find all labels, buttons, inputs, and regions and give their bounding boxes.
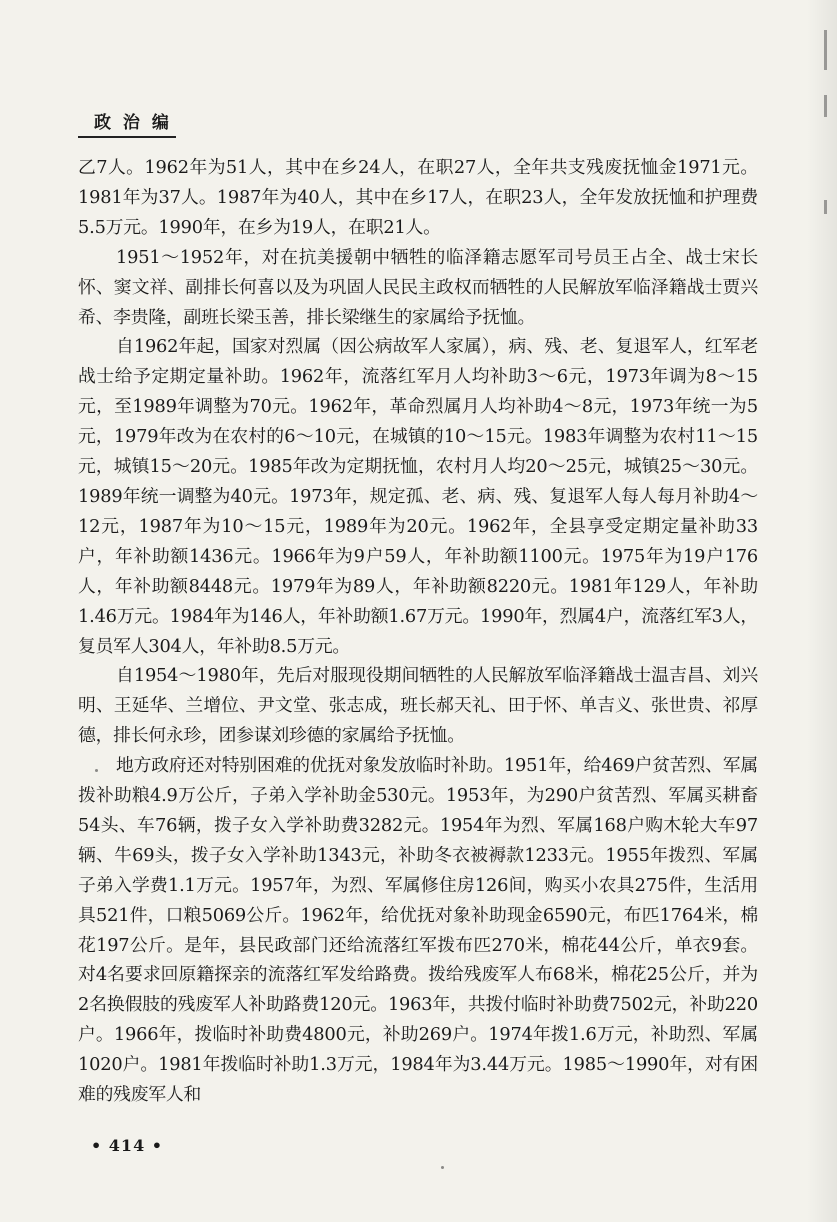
- edge-scan-mark: [824, 95, 827, 117]
- page-edge-shadow: [807, 0, 837, 1222]
- paragraph-4: 自1954～1980年，先后对服现役期间牺牲的人民解放军临泽籍战士温吉昌、刘兴明、王延华、兰增位、尹文堂、张志成，班长郝天礼、田于怀、单吉义、张世贵、祁厚德，排长何永珍，团参谋刘珍德的家属给予抚恤。: [78, 665, 758, 747]
- edge-scan-mark: [824, 200, 827, 214]
- paragraph-1: 乙7人。1962年为51人，其中在乡24人，在职27人，全年共支残废抚恤金1971元。1981年为37人。1987年为40人，其中在乡17人，在职23人，全年发放抚恤和护理费5.5万元。1990年，在乡为19人，在职21人。: [78, 157, 758, 238]
- page-number: • 414 •: [91, 1136, 163, 1155]
- scan-speck: [441, 1166, 444, 1169]
- scan-speck: [95, 769, 98, 772]
- page-body: [78, 153, 758, 1110]
- paragraph-5: 地方政府还对特别困难的优抚对象发放临时补助。1951年，给469户贫苦烈、军属拨补助粮4.9万公斤，子弟入学补助金530元。1953年，为290户贫苦烈、军属买耕畜54头、车76辆，拨子女入学补助费3282元。1954年为烈、军属168户购木轮大车97辆、牛69头，拨子女入学补助1343元，补助冬衣被褥款1233元。1955年拨烈、军属子弟入学费1.1万元。1957年，为烈、军属修住房126间，购买小农具275件，生活用具521件，口粮5069公斤。1962年，给优抚对象补助现金6590元，布匹1764米，棉花197公斤。是年，县民政部门还给流落红军拨布匹270米，棉花44公斤，单衣9套。对4名要求回原籍探亲的流落红军发给路费。拨给残废军人布68米，棉花25公斤，并为2名换假肢的残废军人补助路费120元。1963年，共拨付临时补助费7502元，补助220户。1966年，拨临时补助费4800元，补助269户。1974年拨1.6万元，补助烈、军属1020户。1981年拨临时补助1.3万元，1984年为3.44万元。1985～1990年，对有困难的残废军人和: [78, 755, 758, 1106]
- paragraph-2: 1951～1952年，对在抗美援朝中牺牲的临泽籍志愿军司号员王占全、战士宋长怀、窦文祥、副排长何喜以及为巩固人民民主政权而牺牲的人民解放军临泽籍战士贾兴希、李贵隆，副班长梁玉善，排长梁继生的家属给予抚恤。: [78, 246, 758, 328]
- edge-scan-mark: [824, 30, 827, 70]
- paragraph-3: 自1962年起，国家对烈属（因公病故军人家属），病、残、老、复退军人，红军老战士给予定期定量补助。1962年，流落红军月人均补助3～6元，1973年调为8～15元，至1989年调整为70元。1962年，革命烈属月人均补助4～8元，1973年统一为5元，1979年改为在农村的6～10元，在城镇的10～15元。1983年调整为农村11～15元，城镇15～20元。1985年改为定期抚恤，农村月人均20～25元，城镇25～30元。1989年统一调整为40元。1973年，规定孤、老、病、残、复退军人每人每月补助4～12元，1987年为10～15元，1989年为20元。1962年，全县享受定期定量补助33户，年补助额1436元。1966年为9户59人，年补助额1100元。1975年为19户176人，年补助额8448元。1979年为89人，年补助额8220元。1981年129人，年补助1.46万元。1984年为146人，年补助额1.67万元。1990年，烈属4户，流落红军3人，复员军人304人，年补助8.5万元。: [78, 336, 758, 657]
- section-title: 政 治 编: [94, 113, 172, 133]
- section-header: [78, 104, 176, 138]
